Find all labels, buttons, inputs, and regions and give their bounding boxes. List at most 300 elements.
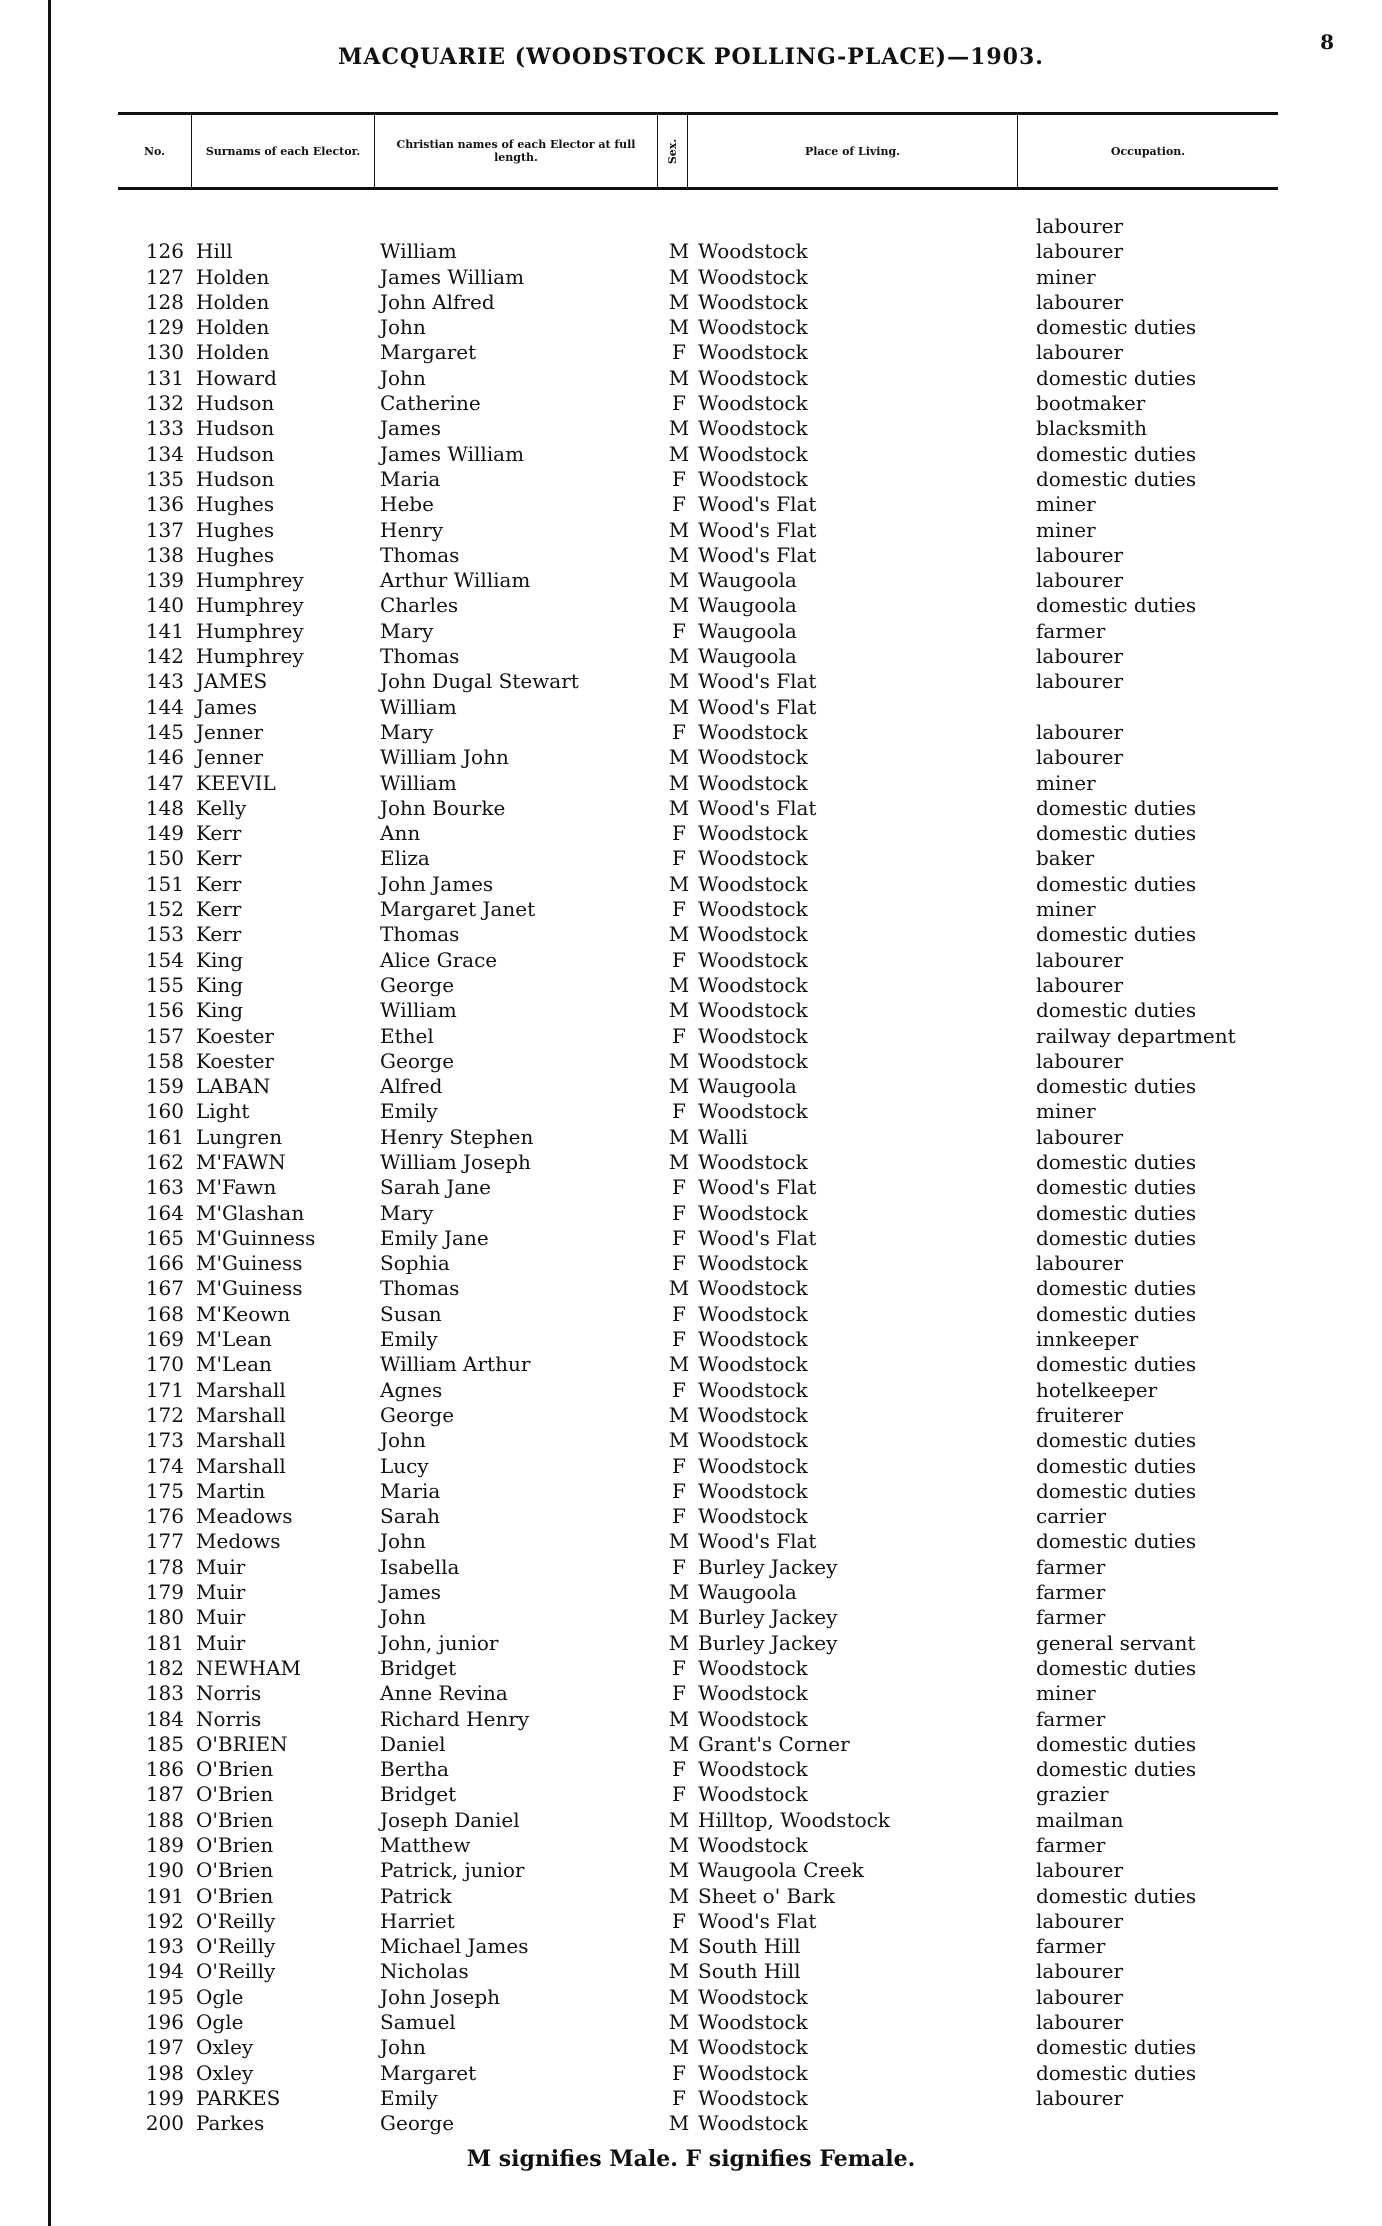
elector-surname: Kerr — [196, 871, 242, 896]
elector-number: 174 — [145, 1453, 184, 1478]
elector-place: Woodstock — [698, 391, 808, 416]
elector-occupation: grazier — [1036, 1782, 1109, 1807]
elector-surname: Koester — [196, 1048, 274, 1073]
elector-number: 185 — [145, 1731, 184, 1756]
elector-place: Woodstock — [698, 897, 808, 922]
elector-surname: Norris — [196, 1681, 262, 1706]
elector-place: Hilltop, Woodstock — [698, 1807, 890, 1832]
elector-surname: JAMES — [196, 669, 268, 694]
elector-occupation: domestic duties — [1036, 1757, 1197, 1782]
table-row — [118, 2010, 1278, 2035]
elector-place: Woodstock — [698, 1251, 808, 1276]
elector-place: Woodstock — [698, 2060, 808, 2085]
elector-sex: F — [672, 1251, 686, 1276]
elector-place: Woodstock — [698, 1377, 808, 1402]
elector-surname: Muir — [196, 1605, 246, 1630]
elector-occupation: hotelkeeper — [1036, 1377, 1158, 1402]
elector-number: 169 — [145, 1327, 184, 1352]
table-row — [118, 619, 1278, 644]
elector-sex: M — [668, 2111, 690, 2136]
elector-surname: O'Brien — [196, 1858, 274, 1883]
elector-occupation: baker — [1036, 846, 1095, 871]
elector-place: Wood's Flat — [698, 795, 817, 820]
table-row — [118, 846, 1278, 871]
elector-sex: F — [672, 2085, 686, 2110]
table-row — [118, 2086, 1278, 2111]
elector-number: 146 — [145, 745, 184, 770]
elector-place: Wood's Flat — [698, 1175, 817, 1200]
elector-number: 142 — [145, 644, 184, 669]
elector-place: Burley Jackey — [698, 1554, 838, 1579]
elector-occupation: domestic duties — [1036, 1175, 1197, 1200]
elector-surname: Humphrey — [196, 644, 304, 669]
elector-number: 181 — [145, 1630, 184, 1655]
elector-place: South Hill — [698, 1934, 801, 1959]
elector-sex: F — [672, 492, 686, 517]
elector-christian-names: Thomas — [380, 922, 460, 947]
elector-sex: F — [672, 1908, 686, 1933]
table-row — [118, 366, 1278, 391]
elector-christian-names: Matthew — [380, 1833, 471, 1857]
elector-christian-names: Mary — [380, 1200, 434, 1225]
elector-christian-names: John Dugal Stewart — [380, 669, 579, 694]
elector-occupation: domestic duties — [1036, 2035, 1197, 2060]
elector-sex: F — [672, 1554, 686, 1579]
elector-place: Woodstock — [698, 1149, 808, 1174]
elector-occupation: labourer — [1036, 669, 1124, 694]
elector-occupation: innkeeper — [1036, 1327, 1139, 1352]
elector-christian-names: Charles — [380, 593, 459, 618]
table-row — [118, 1099, 1278, 1124]
elector-sex: M — [668, 1731, 690, 1756]
elector-occupation: domestic duties — [1036, 466, 1197, 491]
elector-christian-names: Sarah Jane — [380, 1175, 492, 1200]
elector-sex: F — [672, 340, 686, 365]
elector-place: Woodstock — [698, 1504, 808, 1529]
header-sex-label: Sex. — [666, 138, 679, 164]
elector-sex: M — [668, 542, 690, 567]
elector-number: 175 — [145, 1478, 184, 1503]
elector-surname: O'Reilly — [196, 1908, 276, 1933]
elector-place: Woodstock — [698, 1655, 808, 1680]
elector-number: 196 — [145, 2010, 184, 2035]
elector-surname: Muir — [196, 1554, 246, 1579]
table-row — [118, 1681, 1278, 1706]
table-row — [118, 467, 1278, 492]
elector-place: Woodstock — [698, 1276, 808, 1301]
elector-sex: F — [672, 2060, 686, 2085]
elector-place: Walli — [698, 1124, 748, 1149]
elector-christian-names: Thomas — [380, 1276, 460, 1301]
elector-sex: M — [668, 972, 690, 997]
table-row — [118, 290, 1278, 315]
elector-surname: Jenner — [196, 719, 264, 744]
elector-place: Wood's Flat — [698, 694, 817, 719]
elector-number: 199 — [145, 2085, 184, 2110]
elector-occupation: domestic duties — [1036, 1074, 1197, 1099]
elector-christian-names: Catherine — [380, 391, 481, 416]
elector-occupation: domestic duties — [1036, 1149, 1197, 1174]
elector-sex: F — [672, 719, 686, 744]
elector-place: Woodstock — [698, 1453, 808, 1478]
elector-christian-names: Patrick, junior — [380, 1858, 525, 1883]
elector-number: 178 — [145, 1554, 184, 1579]
elector-christian-names: John Bourke — [380, 795, 506, 820]
header-christian-names: Christian names of each Elector at full length. — [375, 115, 658, 187]
elector-number: 135 — [145, 466, 184, 491]
elector-christian-names: Harriet — [380, 1908, 455, 1933]
table-row — [118, 2035, 1278, 2060]
elector-number: 159 — [145, 1074, 184, 1099]
elector-christian-names: Thomas — [380, 644, 460, 669]
elector-occupation: domestic duties — [1036, 2060, 1197, 2085]
elector-place: Woodstock — [698, 1833, 808, 1857]
elector-occupation: blacksmith — [1036, 416, 1147, 441]
elector-occupation: domestic duties — [1036, 1276, 1197, 1301]
elector-number: 182 — [145, 1655, 184, 1680]
elector-place: Woodstock — [698, 719, 808, 744]
elector-place: Woodstock — [698, 239, 808, 264]
elector-sex: M — [668, 998, 690, 1023]
elector-number: 165 — [145, 1225, 184, 1250]
elector-sex: M — [668, 441, 690, 466]
elector-surname: Marshall — [196, 1377, 286, 1402]
elector-surname: Oxley — [196, 2060, 254, 2085]
elector-sex: M — [668, 1833, 690, 1857]
elector-sex: M — [668, 770, 690, 795]
table-row — [118, 1024, 1278, 1049]
elector-surname: Marshall — [196, 1402, 286, 1427]
elector-number: 192 — [145, 1908, 184, 1933]
elector-christian-names: George — [380, 1048, 455, 1073]
table-row — [118, 897, 1278, 922]
elector-surname: Holden — [196, 315, 270, 340]
elector-place: Woodstock — [698, 1782, 808, 1807]
elector-surname: Light — [196, 1099, 250, 1124]
elector-occupation: labourer — [1036, 239, 1124, 264]
elector-number: 161 — [145, 1124, 184, 1149]
elector-christian-names: John — [380, 315, 426, 340]
elector-sex: M — [668, 416, 690, 441]
elector-sex: M — [668, 1352, 690, 1377]
elector-sex: F — [672, 1782, 686, 1807]
elector-sex: M — [668, 2010, 690, 2035]
elector-number: 129 — [145, 315, 184, 340]
header-surname: Surnams of each Elector. — [192, 115, 375, 187]
elector-sex: F — [672, 618, 686, 643]
table-row — [118, 1985, 1278, 2010]
elector-number: 183 — [145, 1681, 184, 1706]
elector-surname: Humphrey — [196, 618, 304, 643]
elector-sex: F — [672, 1175, 686, 1200]
table-row — [118, 1226, 1278, 1251]
table-row — [118, 1884, 1278, 1909]
elector-surname: O'BRIEN — [196, 1731, 288, 1756]
elector-place: Woodstock — [698, 947, 808, 972]
elector-sex: M — [668, 1934, 690, 1959]
elector-number: 172 — [145, 1402, 184, 1427]
elector-christian-names: James — [380, 416, 442, 441]
elector-sex: M — [668, 745, 690, 770]
elector-surname: King — [196, 998, 244, 1023]
elector-sex: M — [668, 239, 690, 264]
table-row — [118, 1631, 1278, 1656]
table-row — [118, 239, 1278, 264]
elector-christian-names: Susan — [380, 1301, 442, 1326]
elector-surname: Medows — [196, 1529, 281, 1554]
elector-sex: F — [672, 466, 686, 491]
elector-sex: M — [668, 1605, 690, 1630]
elector-surname: Parkes — [196, 2111, 265, 2136]
table-row — [118, 593, 1278, 618]
elector-number: 130 — [145, 340, 184, 365]
table-row — [118, 821, 1278, 846]
left-margin-rule — [48, 0, 51, 2226]
table-row — [118, 315, 1278, 340]
elector-sex: M — [668, 1858, 690, 1883]
elector-place: Wood's Flat — [698, 1225, 817, 1250]
elector-occupation: railway department — [1036, 1023, 1236, 1048]
elector-occupation: labourer — [1036, 644, 1124, 669]
elector-occupation: domestic duties — [1036, 1200, 1197, 1225]
table-row — [118, 922, 1278, 947]
elector-occupation: domestic duties — [1036, 1731, 1197, 1756]
table-row — [118, 1403, 1278, 1428]
elector-christian-names: John — [380, 365, 426, 390]
table-row — [118, 265, 1278, 290]
elector-surname: Marshall — [196, 1428, 286, 1453]
elector-christian-names: John Alfred — [380, 289, 495, 314]
elector-surname: Ogle — [196, 1984, 244, 2009]
elector-christian-names: William — [380, 770, 457, 795]
elector-number: 176 — [145, 1504, 184, 1529]
elector-sex: M — [668, 568, 690, 593]
elector-place: Woodstock — [698, 1428, 808, 1453]
elector-surname: O'Brien — [196, 1883, 274, 1908]
elector-christian-names: William Arthur — [380, 1352, 531, 1377]
elector-sex: M — [668, 315, 690, 340]
elector-christian-names: William — [380, 998, 457, 1023]
elector-number: 177 — [145, 1529, 184, 1554]
table-header — [118, 112, 1278, 190]
elector-number: 180 — [145, 1605, 184, 1630]
elector-surname: Kerr — [196, 846, 242, 871]
elector-surname: Hughes — [196, 517, 275, 542]
elector-occupation: miner — [1036, 517, 1096, 542]
elector-place: Wood's Flat — [698, 542, 817, 567]
elector-christian-names: Henry — [380, 517, 444, 542]
table-row — [118, 1757, 1278, 1782]
elector-occupation: labourer — [1036, 2085, 1124, 2110]
table-row — [118, 1150, 1278, 1175]
elector-surname: Muir — [196, 1630, 246, 1655]
elector-surname: M'Guinness — [196, 1225, 316, 1250]
elector-surname: Hughes — [196, 542, 275, 567]
table-row — [118, 1555, 1278, 1580]
table-row — [118, 340, 1278, 365]
elector-number: 151 — [145, 871, 184, 896]
elector-christian-names: John Joseph — [380, 1984, 501, 2009]
elector-place: Woodstock — [698, 745, 808, 770]
table-row — [118, 695, 1278, 720]
table-row — [118, 796, 1278, 821]
elector-place: Woodstock — [698, 466, 808, 491]
elector-number: 144 — [145, 694, 184, 719]
elector-place: Waugoola — [698, 1580, 797, 1605]
elector-place: Waugoola — [698, 618, 797, 643]
elector-christian-names: Emily — [380, 1327, 438, 1352]
elector-christian-names: James William — [380, 441, 525, 466]
table-row — [118, 1529, 1278, 1554]
elector-occupation: farmer — [1036, 618, 1106, 643]
elector-place: Woodstock — [698, 1301, 808, 1326]
elector-number: 168 — [145, 1301, 184, 1326]
table-row — [118, 1327, 1278, 1352]
elector-christian-names: Alice Grace — [380, 947, 498, 972]
elector-surname: KEEVIL — [196, 770, 276, 795]
elector-sex: M — [668, 2035, 690, 2060]
elector-occupation: domestic duties — [1036, 1883, 1197, 1908]
table-row — [118, 1125, 1278, 1150]
elector-christian-names: Emily — [380, 1099, 438, 1124]
elector-occupation: miner — [1036, 492, 1096, 517]
elector-occupation: labourer — [1036, 972, 1124, 997]
elector-number: 131 — [145, 365, 184, 390]
elector-occupation: labourer — [1036, 289, 1124, 314]
elector-number: 198 — [145, 2060, 184, 2085]
elector-number: 186 — [145, 1757, 184, 1782]
elector-sex: F — [672, 1757, 686, 1782]
table-row — [118, 568, 1278, 593]
elector-number: 127 — [145, 264, 184, 289]
table-row — [118, 1605, 1278, 1630]
elector-christian-names: Daniel — [380, 1731, 446, 1756]
elector-number: 141 — [145, 618, 184, 643]
elector-number: 163 — [145, 1175, 184, 1200]
elector-christian-names: Thomas — [380, 542, 460, 567]
elector-sex: M — [668, 1402, 690, 1427]
elector-surname: Koester — [196, 1023, 274, 1048]
elector-christian-names: William John — [380, 745, 509, 770]
table-row — [118, 1175, 1278, 1200]
elector-place: Woodstock — [698, 1402, 808, 1427]
table-row — [118, 1909, 1278, 1934]
elector-christian-names: Ethel — [380, 1023, 434, 1048]
elector-number: 188 — [145, 1807, 184, 1832]
elector-occupation: carrier — [1036, 1504, 1107, 1529]
elector-surname: O'Brien — [196, 1833, 274, 1857]
elector-surname: Hudson — [196, 416, 275, 441]
elector-place: Woodstock — [698, 1757, 808, 1782]
elector-occupation: domestic duties — [1036, 795, 1197, 820]
elector-occupation: domestic duties — [1036, 1225, 1197, 1250]
elector-surname: Holden — [196, 264, 270, 289]
elector-number: 157 — [145, 1023, 184, 1048]
elector-place: Waugoola Creek — [698, 1858, 864, 1883]
table-row — [118, 644, 1278, 669]
elector-number: 138 — [145, 542, 184, 567]
elector-occupation: miner — [1036, 1681, 1096, 1706]
elector-number: 143 — [145, 669, 184, 694]
elector-sex: M — [668, 871, 690, 896]
elector-christian-names: Hebe — [380, 492, 434, 517]
elector-sex: M — [668, 365, 690, 390]
elector-christian-names: John — [380, 1605, 426, 1630]
elector-surname: Martin — [196, 1478, 266, 1503]
elector-number: 128 — [145, 289, 184, 314]
table-row — [118, 1201, 1278, 1226]
elector-surname: M'Fawn — [196, 1175, 277, 1200]
elector-number: 160 — [145, 1099, 184, 1124]
elector-christian-names: Bridget — [380, 1655, 457, 1680]
table-row — [118, 2061, 1278, 2086]
header-sex — [658, 115, 688, 187]
elector-occupation: labourer — [1036, 2010, 1124, 2035]
elector-occupation: labourer — [1036, 1048, 1124, 1073]
elector-christian-names: James — [380, 1580, 442, 1605]
elector-sex: F — [672, 821, 686, 846]
table-row — [118, 1707, 1278, 1732]
elector-christian-names: Bridget — [380, 1782, 457, 1807]
elector-place: Woodstock — [698, 1099, 808, 1124]
elector-christian-names: Alfred — [380, 1074, 443, 1099]
elector-sex: M — [668, 1149, 690, 1174]
elector-place: Woodstock — [698, 1478, 808, 1503]
elector-christian-names: Henry Stephen — [380, 1124, 534, 1149]
elector-number: 136 — [145, 492, 184, 517]
elector-place: Waugoola — [698, 1074, 797, 1099]
elector-sex: F — [672, 947, 686, 972]
elector-surname: Hughes — [196, 492, 275, 517]
elector-surname: M'Glashan — [196, 1200, 305, 1225]
table-row — [118, 1428, 1278, 1453]
elector-christian-names: Mary — [380, 618, 434, 643]
elector-sex: M — [668, 1124, 690, 1149]
elector-number: 200 — [145, 2111, 184, 2136]
elector-number: 166 — [145, 1251, 184, 1276]
elector-surname: Hudson — [196, 441, 275, 466]
elector-sex: F — [672, 1200, 686, 1225]
elector-place: Woodstock — [698, 315, 808, 340]
elector-christian-names: Margaret — [380, 340, 477, 365]
table-row — [118, 1352, 1278, 1377]
table-row — [118, 1074, 1278, 1099]
elector-christian-names: John — [380, 2035, 426, 2060]
elector-sex: F — [672, 846, 686, 871]
elector-surname: Hudson — [196, 391, 275, 416]
elector-surname: O'Reilly — [196, 1959, 276, 1984]
table-row — [118, 1782, 1278, 1807]
table-row — [118, 1934, 1278, 1959]
elector-number: 179 — [145, 1580, 184, 1605]
elector-place: Woodstock — [698, 922, 808, 947]
elector-place: Woodstock — [698, 770, 808, 795]
header-occupation: Occupation. — [1110, 144, 1186, 158]
elector-occupation: farmer — [1036, 1833, 1106, 1857]
elector-place: Woodstock — [698, 2035, 808, 2060]
elector-sex: F — [672, 1453, 686, 1478]
elector-christian-names: William Joseph — [380, 1149, 531, 1174]
elector-surname: NEWHAM — [196, 1655, 302, 1680]
elector-occupation: domestic duties — [1036, 365, 1197, 390]
elector-sex: M — [668, 1883, 690, 1908]
table-row — [118, 1833, 1278, 1858]
elector-christian-names: Agnes — [380, 1377, 443, 1402]
elector-surname: O'Brien — [196, 1807, 274, 1832]
elector-christian-names: Sarah — [380, 1504, 440, 1529]
elector-place: Woodstock — [698, 2085, 808, 2110]
table-row — [118, 1251, 1278, 1276]
